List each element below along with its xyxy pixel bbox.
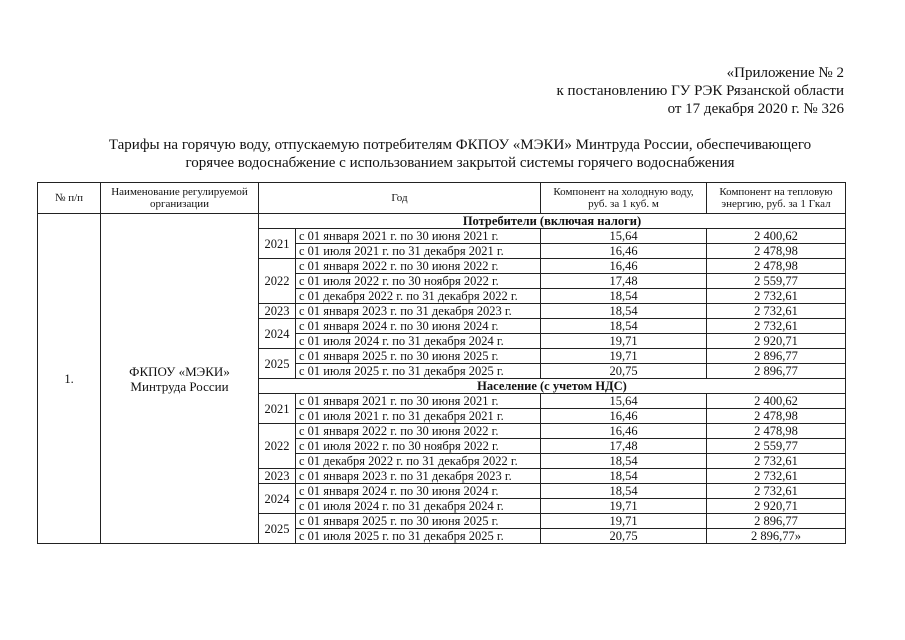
year-cell: 2023 <box>259 469 296 484</box>
header-year: Год <box>259 183 541 214</box>
heat-energy-value: 2 732,61 <box>707 469 846 484</box>
cold-water-value: 19,71 <box>541 334 707 349</box>
document-title <box>60 136 860 172</box>
period-cell: с 01 января 2024 г. по 30 июня 2024 г. <box>296 319 541 334</box>
heat-energy-value: 2 896,77 <box>707 364 846 379</box>
row-number-cell: 1. <box>38 214 101 544</box>
heat-energy-value: 2 559,77 <box>707 439 846 454</box>
section-title: Население (с учетом НДС) <box>259 379 846 394</box>
heat-energy-value: 2 559,77 <box>707 274 846 289</box>
period-cell: с 01 июля 2025 г. по 31 декабря 2025 г. <box>296 364 541 379</box>
heat-energy-value: 2 896,77 <box>707 349 846 364</box>
heat-energy-value: 2 920,71 <box>707 334 846 349</box>
cold-water-value: 15,64 <box>541 394 707 409</box>
heat-energy-value: 2 732,61 <box>707 289 846 304</box>
cold-water-value: 17,48 <box>541 439 707 454</box>
period-cell: с 01 июля 2021 г. по 31 декабря 2021 г. <box>296 409 541 424</box>
header-heat-energy: Компонент на тепловую энергию, руб. за 1 Гкал <box>707 183 846 214</box>
heat-energy-value: 2 732,61 <box>707 454 846 469</box>
cold-water-value: 16,46 <box>541 424 707 439</box>
year-cell: 2025 <box>259 349 296 379</box>
period-cell: с 01 декабря 2022 г. по 31 декабря 2022 г. <box>296 454 541 469</box>
heat-energy-value: 2 400,62 <box>707 394 846 409</box>
period-cell: с 01 января 2023 г. по 31 декабря 2023 г. <box>296 304 541 319</box>
header-cold-water: Компонент на холодную воду, руб. за 1 куб. м <box>541 183 707 214</box>
year-cell: 2023 <box>259 304 296 319</box>
tariff-table <box>37 182 846 544</box>
cold-water-value: 16,46 <box>541 409 707 424</box>
year-cell: 2024 <box>259 319 296 349</box>
heat-energy-value: 2 400,62 <box>707 229 846 244</box>
cold-water-value: 19,71 <box>541 514 707 529</box>
header-num: № п/п <box>38 183 101 214</box>
cold-water-value: 18,54 <box>541 454 707 469</box>
year-cell: 2021 <box>259 229 296 259</box>
cold-water-value: 18,54 <box>541 304 707 319</box>
period-cell: с 01 июля 2022 г. по 30 ноября 2022 г. <box>296 439 541 454</box>
period-cell: с 01 января 2024 г. по 30 июня 2024 г. <box>296 484 541 499</box>
title-line-2: горячее водоснабжение с использованием закрытой системы горячего водоснабжения <box>185 155 735 171</box>
period-cell: с 01 июля 2021 г. по 31 декабря 2021 г. <box>296 244 541 259</box>
heat-energy-value: 2 732,61 <box>707 304 846 319</box>
heat-energy-value: 2 920,71 <box>707 499 846 514</box>
resolution-date: от 17 декабря 2020 г. № 326 <box>667 101 844 117</box>
period-cell: с 01 июля 2022 г. по 30 ноября 2022 г. <box>296 274 541 289</box>
cold-water-value: 20,75 <box>541 364 707 379</box>
year-cell: 2025 <box>259 514 296 544</box>
period-cell: с 01 января 2025 г. по 30 июня 2025 г. <box>296 349 541 364</box>
period-cell: с 01 января 2021 г. по 30 июня 2021 г. <box>296 394 541 409</box>
header-org: Наименование регулируемой организации <box>101 183 259 214</box>
heat-energy-value: 2 478,98 <box>707 424 846 439</box>
cold-water-value: 20,75 <box>541 529 707 544</box>
cold-water-value: 15,64 <box>541 229 707 244</box>
heat-energy-value: 2 478,98 <box>707 409 846 424</box>
cold-water-value: 18,54 <box>541 469 707 484</box>
appendix-number: «Приложение № 2 <box>726 65 844 81</box>
period-cell: с 01 января 2023 г. по 31 декабря 2023 г. <box>296 469 541 484</box>
appendix-header <box>557 64 844 118</box>
cold-water-value: 18,54 <box>541 484 707 499</box>
year-cell: 2022 <box>259 259 296 304</box>
heat-energy-value: 2 478,98 <box>707 259 846 274</box>
period-cell: с 01 июля 2025 г. по 31 декабря 2025 г. <box>296 529 541 544</box>
heat-energy-value: 2 732,61 <box>707 319 846 334</box>
period-cell: с 01 января 2025 г. по 30 июня 2025 г. <box>296 514 541 529</box>
heat-energy-value: 2 896,77 <box>707 514 846 529</box>
section-title: Потребители (включая налоги) <box>259 214 846 229</box>
table-header-row <box>38 183 846 214</box>
heat-energy-value: 2 478,98 <box>707 244 846 259</box>
section-row <box>38 214 846 229</box>
cold-water-value: 19,71 <box>541 499 707 514</box>
year-cell: 2022 <box>259 424 296 469</box>
organization-cell: ФКПОУ «МЭКИ» Минтруда России <box>101 214 259 544</box>
period-cell: с 01 декабря 2022 г. по 31 декабря 2022 г. <box>296 289 541 304</box>
period-cell: с 01 июля 2024 г. по 31 декабря 2024 г. <box>296 334 541 349</box>
period-cell: с 01 января 2022 г. по 30 июня 2022 г. <box>296 424 541 439</box>
title-line-1: Тарифы на горячую воду, отпускаемую потребителям ФКПОУ «МЭКИ» Минтруда России, обеспечивающего <box>108 137 812 153</box>
cold-water-value: 16,46 <box>541 244 707 259</box>
heat-energy-value: 2 896,77» <box>707 529 846 544</box>
cold-water-value: 16,46 <box>541 259 707 274</box>
period-cell: с 01 января 2021 г. по 30 июня 2021 г. <box>296 229 541 244</box>
period-cell: с 01 января 2022 г. по 30 июня 2022 г. <box>296 259 541 274</box>
year-cell: 2021 <box>259 394 296 424</box>
resolution-ref: к постановлению ГУ РЭК Рязанской области <box>556 83 844 99</box>
cold-water-value: 19,71 <box>541 349 707 364</box>
year-cell: 2024 <box>259 484 296 514</box>
period-cell: с 01 июля 2024 г. по 31 декабря 2024 г. <box>296 499 541 514</box>
cold-water-value: 18,54 <box>541 319 707 334</box>
cold-water-value: 18,54 <box>541 289 707 304</box>
cold-water-value: 17,48 <box>541 274 707 289</box>
heat-energy-value: 2 732,61 <box>707 484 846 499</box>
